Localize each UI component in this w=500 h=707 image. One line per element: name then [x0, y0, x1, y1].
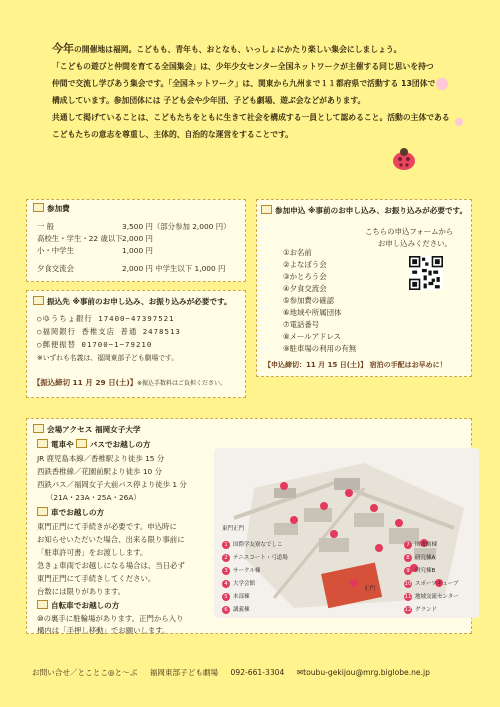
- apply-item: ①お名前: [283, 248, 312, 257]
- gate-label: 東門正門: [222, 526, 245, 532]
- intro-text: [52, 40, 472, 143]
- map-legend-item: 1 国際学友寮なでしこ: [222, 540, 283, 549]
- map-legend-item: 12 グランド: [404, 607, 438, 613]
- transfer-account: ○福岡銀行 香椎支店 普通 2478513: [37, 327, 181, 336]
- campus-map: [214, 448, 479, 618]
- apply-item: ⑦電話番号: [283, 320, 320, 329]
- footer-contact: [32, 667, 440, 678]
- building-icon: [33, 424, 44, 433]
- flower-icon: [436, 78, 448, 90]
- footer-tel[interactable]: 092-661-3304: [230, 668, 285, 677]
- train-route: 西鉄香椎線／花園前駅より徒歩 10 分: [37, 467, 162, 476]
- intro-line-5: 共通して掲げていることは、こどもたちをともに生きて社会を構成する一員として認めること。活動の主体である: [52, 113, 450, 122]
- map-legend-item: 8 研究棟A: [404, 553, 435, 562]
- fee-amount: 1,000 円: [122, 246, 153, 255]
- map-legend-item: 11 地域交流センター: [404, 594, 459, 600]
- apply-item: ⑨駐車場の利用の有無: [283, 344, 357, 353]
- car-note: 「駐車許可書」をお渡しします。: [37, 548, 148, 557]
- footer-email[interactable]: ✉toubu-gekijou@mrg.biglobe.ne.jp: [296, 668, 430, 677]
- intro-line-2: 「こどもの遊びと仲間を育てる全国集会」は、少年少女センター全国ネットワークが主催する同じ思いを持つ: [52, 62, 434, 71]
- car-title: 車でお越しの方: [37, 507, 104, 518]
- map-legend-item: 3 サークル棟: [222, 566, 260, 575]
- transfer-deadline: 【振込締切 11 月 29 日(土)】: [33, 378, 138, 387]
- map-legend-item: 4 大学会館: [222, 579, 255, 588]
- fee-row: 高校生・学生・22 歳以下: [37, 234, 123, 243]
- intro-line-6: こどもたちの意志を尊重し、主体的、自治的な運営をすることです。: [52, 130, 294, 139]
- transfer-payee: ※いずれも名義は、福岡東部子ども劇場です。: [37, 354, 179, 362]
- car-note: 東門正門にて手続きしてください。: [37, 574, 156, 583]
- bike-note: 構内は「手押し移動」でお願いします。: [37, 626, 170, 635]
- bike-note: ⑩の裏手に駐輪場があります。正門から入り: [37, 614, 184, 623]
- fee-amount: 3,500 円（部分参加 2,000 円）: [122, 222, 231, 231]
- gate-label: 正門: [364, 586, 376, 592]
- transfer-account: ○ゆうちょ銀行 17400−47397521: [37, 314, 175, 323]
- fee-row: 夕食交流会: [37, 264, 74, 273]
- car-note: 東門正門にて手続きが必要です。申込時に: [37, 522, 177, 531]
- train-route: JR 鹿児島本線／香椎駅より徒歩 15 分: [37, 454, 165, 463]
- fee-title: 参加費: [33, 203, 70, 214]
- fee-row: 一 般: [37, 222, 55, 231]
- train-route: 西鉄バス／福岡女子大前バス停より徒歩 1 分: [37, 480, 187, 489]
- transfer-title: 振込先 ※事前のお申し込み、お振り込みが必要です。: [33, 296, 232, 307]
- pencil-icon: [261, 205, 272, 214]
- intro-line-1: 今年の開催地は福岡。こどもも、青年も、おとなも、いっしょにかたり楽しい集会にしましょう。: [52, 42, 402, 55]
- access-title: 会場アクセス 福岡女子大学: [33, 424, 141, 435]
- transfer-deadline-note: ※振込手数料はご負担ください。: [137, 380, 227, 387]
- intro-line-4: 構成しています。参加団体には 子ども会や少年団、子ども劇場、遊ぶ会などがあります。: [52, 96, 366, 105]
- train-route: （21A・23A・25A・26A）: [46, 493, 141, 502]
- bicycle-icon: [37, 600, 48, 609]
- footer-org: 福岡東部子ども劇場: [149, 668, 219, 677]
- apply-form-line: お申し込みください。: [378, 239, 452, 248]
- apply-item: ⑥地域や所属団体: [283, 308, 342, 317]
- qr-code[interactable]: [409, 256, 443, 290]
- fee-row: 小・中学生: [37, 246, 74, 255]
- map-legend-item: 6 講義棟: [222, 605, 250, 614]
- map-legend-item: 2 テニスコート・弓道場: [222, 553, 288, 562]
- bike-title: 自転車でお越しの方: [37, 600, 119, 611]
- car-note: お知らせいただいた場合、出来る限り事前に: [37, 535, 185, 544]
- apply-item: ④夕食交流会: [283, 284, 327, 293]
- transfer-account: ○郵便振替 01700−1−79210: [37, 340, 153, 349]
- wallet-icon: [33, 203, 44, 212]
- apply-item: ③かとろう会: [283, 272, 327, 281]
- car-note: 急きょ車両でお越しになる場合は、当日必ず: [37, 561, 185, 570]
- bank-icon: [33, 296, 44, 305]
- car-note: 台数には限りがあります。: [37, 587, 126, 596]
- apply-form-line: こちらの申込フォームから: [365, 227, 454, 236]
- map-legend-item: 7 図書館棟: [404, 540, 437, 549]
- map-legend-item: 9 研究棟B: [404, 566, 435, 575]
- car-icon: [37, 507, 48, 516]
- train-icon: [37, 439, 48, 448]
- apply-deadline: 【申込締切：11 月 15 日(土)】 宿泊の手配はお早めに！: [264, 361, 447, 369]
- fee-amount: 2,000 円: [122, 234, 153, 243]
- fee-amount: 2,000 円 中学生以下 1,000 円: [122, 264, 226, 273]
- footer-label: お問い合せ／とことこ◎と〜ぶ: [32, 668, 138, 677]
- apply-item: ②よなぼう会: [283, 260, 327, 269]
- flower-icon: [455, 118, 463, 126]
- train-title: 電車や バスでお越しの方: [37, 439, 151, 450]
- apply-item: ⑤参加費の確認: [283, 296, 334, 305]
- map-legend-item: 5 本部棟: [222, 592, 250, 601]
- map-legend-item: 10 スポーツキューブ: [404, 581, 459, 587]
- apply-title: 参加申込 ※事前のお申し込み、お振り込みが必要です。: [261, 205, 467, 216]
- bus-icon: [76, 439, 87, 448]
- ladybug-icon: [391, 147, 417, 171]
- apply-item: ⑧メールアドレス: [283, 332, 341, 341]
- intro-line-3: 仲間で交流し学びあう集会です。「全国ネットワーク」は、関東から九州まで１１都府県で活動する 13団体で: [52, 79, 436, 88]
